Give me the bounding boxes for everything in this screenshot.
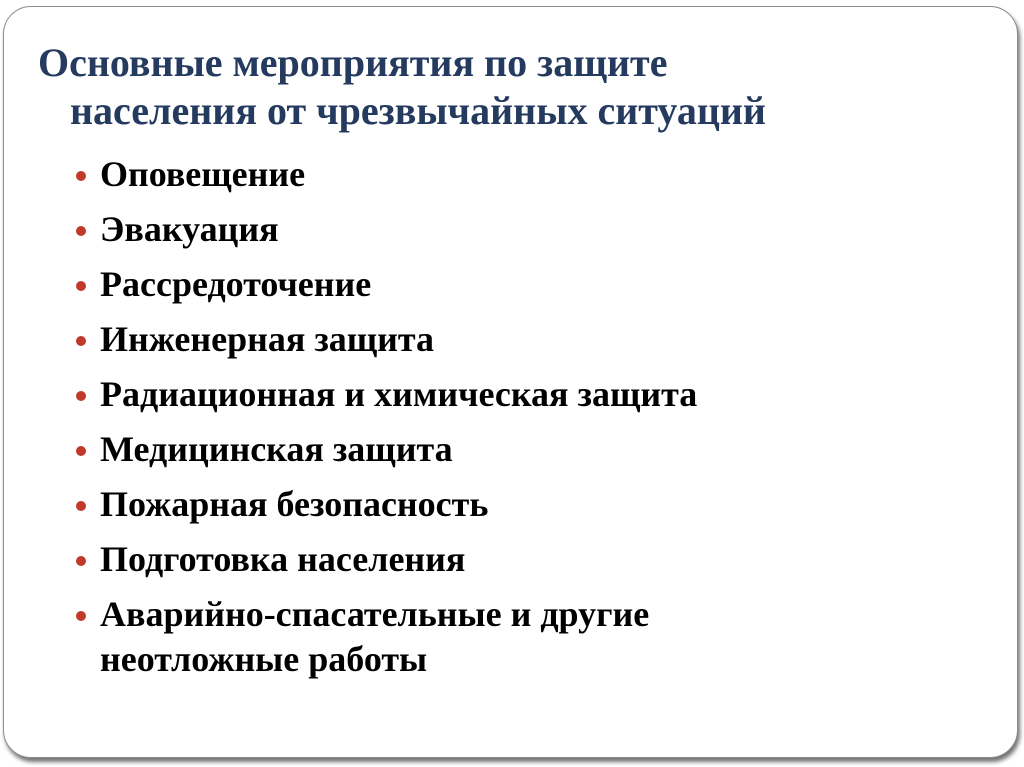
title-line-2: населения от чрезвычайных ситуаций [70, 88, 766, 133]
list-item-text: Эвакуация [100, 209, 279, 249]
list-item-text: Пожарная безопасность [100, 484, 489, 524]
list-item-fire-safety [74, 482, 974, 527]
list-item-radiation-chemical-protection [74, 372, 974, 417]
list-item-text: Медицинская защита [100, 429, 453, 469]
list-item-population-training [74, 537, 974, 582]
slide-title [38, 39, 988, 135]
bullet-dot-icon [76, 336, 86, 346]
title-line-1: Основные мероприятия по защите [38, 40, 668, 85]
list-item-notification [74, 152, 974, 197]
list-item-text: Рассредоточение [100, 264, 372, 304]
bullet-dot-icon [76, 501, 86, 511]
bullet-dot-icon [76, 446, 86, 456]
list-item-text: Подготовка населения [100, 539, 466, 579]
bullet-dot-icon [76, 611, 86, 621]
list-item-dispersal [74, 262, 974, 307]
bullet-dot-icon [76, 556, 86, 566]
list-item-text: Инженерная защита [100, 319, 435, 359]
list-item-text-line-2: неотложные работы [100, 639, 428, 679]
bullet-dot-icon [76, 281, 86, 291]
slide-frame [3, 6, 1018, 758]
list-item-medical-protection [74, 427, 974, 472]
list-item-text-line-1: Аварийно-спасательные и другие [100, 594, 650, 634]
list-item-rescue-operations [74, 592, 974, 682]
bullet-dot-icon [76, 391, 86, 401]
list-item-evacuation [74, 207, 974, 252]
list-item-text: Радиационная и химическая защита [100, 374, 698, 414]
bullet-list [74, 152, 974, 692]
bullet-dot-icon [76, 226, 86, 236]
list-item-text: Оповещение [100, 154, 306, 194]
bullet-dot-icon [76, 171, 86, 181]
list-item-engineering-protection [74, 317, 974, 362]
list-item-text [100, 592, 974, 682]
